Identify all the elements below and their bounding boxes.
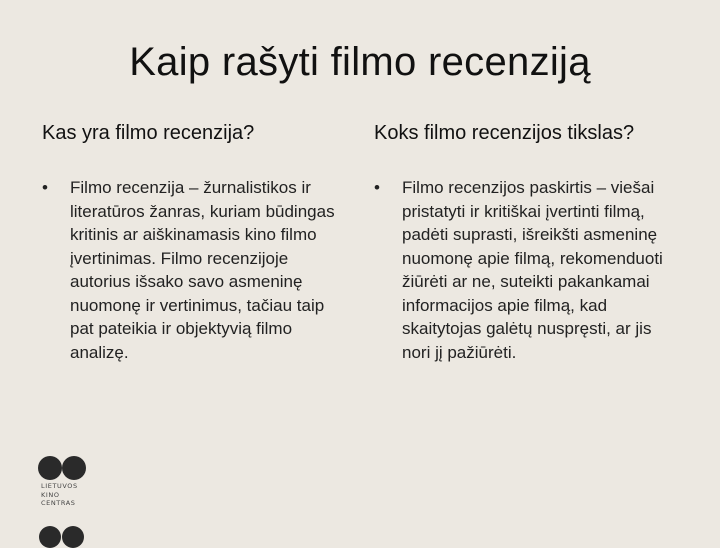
logo-circle-icon bbox=[38, 456, 62, 480]
right-bullet-text: Filmo recenzijos paskirtis – viešai pristatyti ir kritiškai įvertinti filmą, padėti suprasti, išreikšti asmeninę nuomonę apie filmą, rekomenduoti žiūrėti ar ne, suteikti pakankamai informacijos apie filmą, kad skaitytojas galėtų nuspręsti, ar jis nori jį pažiūrėti. bbox=[402, 178, 663, 362]
left-heading: Kas yra filmo recenzija? bbox=[42, 122, 255, 144]
logo-text-line: CENTRAS bbox=[41, 499, 76, 507]
bullet-icon: • bbox=[42, 178, 48, 197]
right-column bbox=[374, 120, 684, 364]
bullet-icon: • bbox=[374, 178, 380, 197]
slide-title: Kaip rašyti filmo recenziją bbox=[129, 40, 591, 84]
logo-text bbox=[41, 482, 91, 508]
right-heading: Koks filmo recenzijos tikslas? bbox=[374, 122, 635, 144]
left-column bbox=[42, 120, 342, 364]
logo-text-line: KINO bbox=[41, 490, 60, 499]
logo-circle-icon bbox=[62, 456, 86, 480]
logo-circle-icon bbox=[39, 526, 61, 548]
logo-text-line: LIETUVOS bbox=[41, 482, 78, 490]
lietuvos-kino-centras-logo bbox=[36, 456, 96, 540]
logo-circle-icon bbox=[62, 526, 84, 548]
left-bullet-text: Filmo recenzija – žurnalistikos ir literatūros žanras, kuriam būdingas kritinis ar aiškinamasis kino filmo įvertinimas. Filmo recenzijoje autorius išsako savo asmeninę nuomonę ir vertinimus, tačiau taip pat pateikia ir objektyvią filmo analizę. bbox=[70, 178, 335, 362]
right-bullet bbox=[374, 176, 684, 364]
left-bullet bbox=[42, 176, 342, 364]
